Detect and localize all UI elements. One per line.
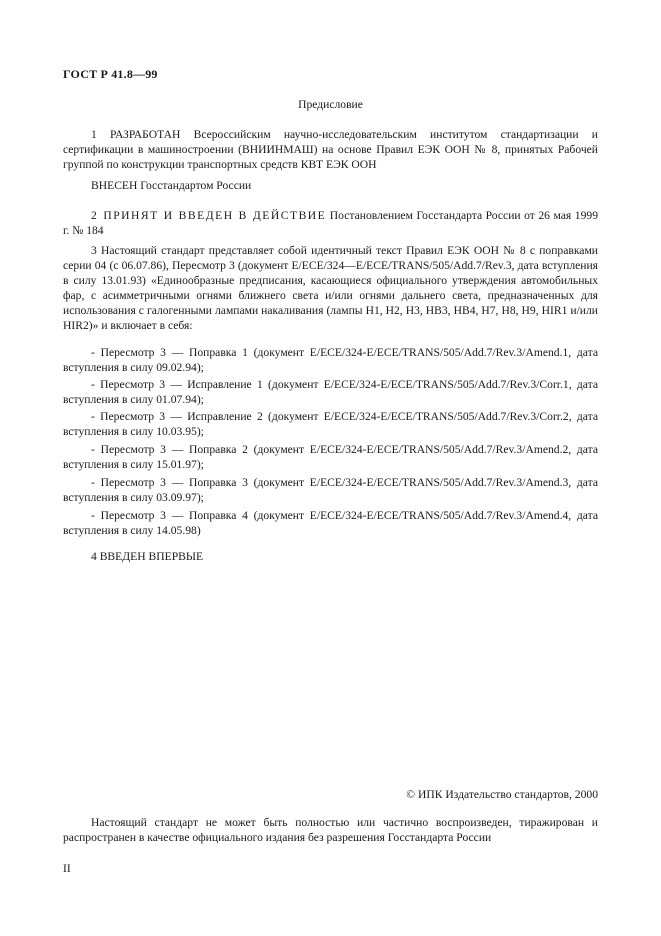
section-2-adopted <box>63 208 598 238</box>
section-introduced: ВНЕСЕН Госстандартом России <box>91 179 252 192</box>
preface-title: Предисловие <box>298 98 363 111</box>
section-3-content: 3 Настоящий стандарт представляет собой идентичный текст Правил ЕЭК ООН № 8 с поправками серии 04 (с 06.07.86), Пересмотр 3 (документ E/ECE/324—E/ECE/TRANS/505/Add.7/Rev.3, дата вступления в силу 13.01.93) «Единообразные предписания, касающиеся официального утверждения автомобильных фар, с асимметричными огнями ближнего света и/или огнями дальнего света, предназначенных для использования с галогенными лампами накаливания (лампы H1, H2, H3, HB3, HB4, H7, H8, H9, HIR1 и/или HIR2)» и включает в себя: <box>63 244 598 332</box>
amendment-item: - Пересмотр 3 — Поправка 1 (документ E/ECE/324-E/ECE/TRANS/505/Add.7/Rev.3/Amend.1, дата вступления в силу 09.02.94); <box>63 346 598 374</box>
amendment-item: - Пересмотр 3 — Поправка 3 (документ E/ECE/324-E/ECE/TRANS/505/Add.7/Rev.3/Amend.3, дата вступления в силу 03.09.97); <box>63 476 598 504</box>
section-2-rest: Постановлением Госстандарта России от 26 мая 1999 г. № 184 <box>63 209 598 237</box>
amendment-item: - Пересмотр 3 — Исправление 2 (документ E/ECE/324-E/ECE/TRANS/505/Add.7/Rev.3/Corr.2, дата вступления в силу 10.03.95); <box>63 410 598 438</box>
section-2-prefix: 2 ПРИНЯТ И ВВЕДЕН В ДЕЙСТВИЕ <box>91 209 327 222</box>
reproduction-notice: Настоящий стандарт не может быть полностью или частично воспроизведен, тиражирован и распространен в качестве официального издания без разрешения Госстандарта России <box>63 816 598 844</box>
section-4-first-introduced: 4 ВВЕДЕН ВПЕРВЫЕ <box>91 550 204 563</box>
amendment-item: - Пересмотр 3 — Поправка 4 (документ E/ECE/324-E/ECE/TRANS/505/Add.7/Rev.3/Amend.4, дата вступления в силу 14.05.98) <box>63 509 598 537</box>
amendment-item: - Пересмотр 3 — Исправление 1 (документ E/ECE/324-E/ECE/TRANS/505/Add.7/Rev.3/Corr.1, дата вступления в силу 01.07.94); <box>63 378 598 406</box>
copyright-line: © ИПК Издательство стандартов, 2000 <box>406 788 598 801</box>
page-number: II <box>63 862 71 875</box>
amendment-item: - Пересмотр 3 — Поправка 2 (документ E/ECE/324-E/ECE/TRANS/505/Add.7/Rev.3/Amend.2, дата вступления в силу 15.01.97); <box>63 443 598 471</box>
section-1-developed: 1 РАЗРАБОТАН Всероссийским научно-исследовательским институтом стандартизации и сертификации в машиностроении (ВНИИНМАШ) на основе Правил ЕЭК ООН № 8, принятых Рабочей группой по конструкции транспортных средств КВТ ЕЭК ООН <box>63 128 598 171</box>
standard-id-header: ГОСТ Р 41.8—99 <box>63 67 158 81</box>
